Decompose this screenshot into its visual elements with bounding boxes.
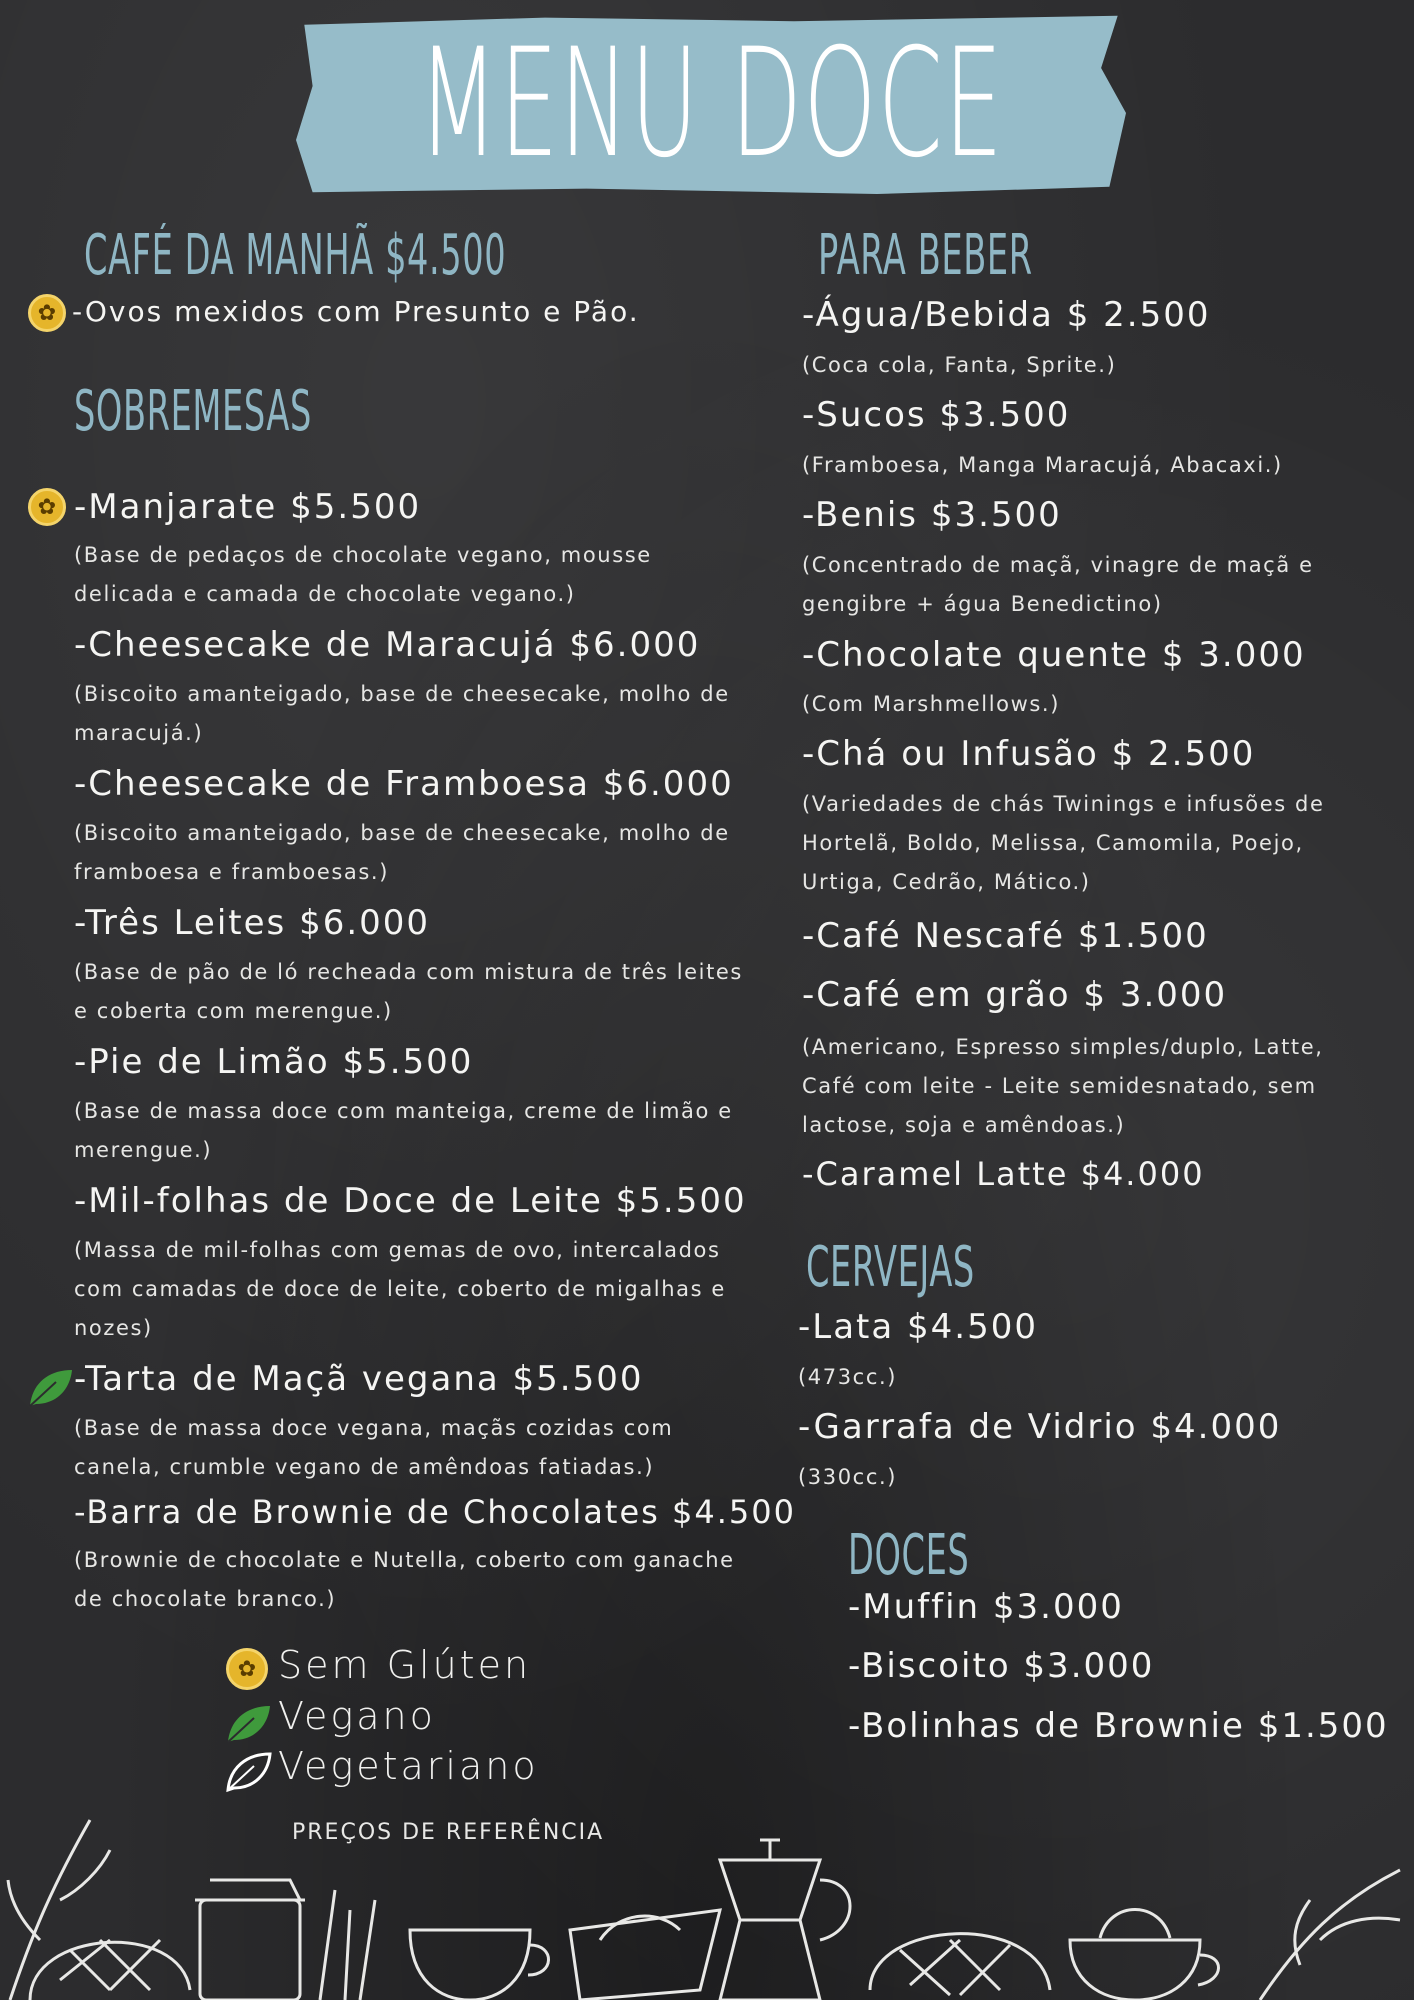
dessert-item-name: -Cheesecake de Maracujá $6.000: [74, 625, 701, 665]
dessert-item-name: -Manjarate $5.500: [74, 487, 422, 527]
drink-item-name: -Chocolate quente $ 3.000: [802, 635, 1306, 675]
bread-drawing: [30, 1940, 190, 2000]
pastry-drawing: [870, 1934, 1050, 1995]
drink-item-name: -Café Nescafé $1.500: [802, 916, 1209, 956]
sweet-item: -Bolinhas de Brownie $1.500: [848, 1706, 1389, 1746]
drink-item-desc: (Concentrado de maçã, vinagre de maçã e gengibre + água Benedictino): [802, 553, 1314, 616]
sweet-item: -Biscoito $3.000: [848, 1646, 1155, 1686]
dessert-item-desc: (Base de massa doce vegana, maçãs cozidas com canela, crumble vegano de amêndoas fatiadas.): [74, 1416, 674, 1479]
drinks-heading: PARA BEBER: [818, 223, 1033, 288]
dessert-item-desc: (Biscoito amanteigado, base de cheesecake, molho de maracujá.): [74, 682, 730, 745]
moka-pot-drawing: [720, 1840, 850, 2000]
breakfast-heading: CAFÉ DA MANHÃ $4.500: [84, 223, 507, 288]
beers-heading: CERVEJAS: [806, 1235, 975, 1300]
drink-item-desc: (Variedades de chás Twinings e infusões de Hortelã, Boldo, Melissa, Camomila, Poejo, Urtiga, Cedrão, Mático.): [802, 792, 1325, 894]
menu-title: MENU DOCE: [418, 17, 1004, 191]
gluten-free-icon: ✿: [28, 488, 66, 526]
beer-item-desc: (330cc.): [798, 1465, 898, 1489]
drink-item-name: -Sucos $3.500: [802, 395, 1071, 435]
dessert-item-name: -Três Leites $6.000: [74, 903, 431, 943]
drink-item-name: -Caramel Latte $4.000: [802, 1155, 1205, 1193]
dessert-item-desc: (Base de pão de ló recheada com mistura de três leites e coberta com merengue.): [74, 960, 743, 1023]
pie-drawing: [570, 1910, 720, 2000]
dessert-item-desc: (Brownie de chocolate e Nutella, coberto com ganache de chocolate branco.): [74, 1548, 735, 1611]
grass-drawing: [320, 1890, 375, 2000]
drink-item-desc: (Coca cola, Fanta, Sprite.): [802, 353, 1117, 377]
dessert-item-desc: (Base de massa doce com manteiga, creme de limão e merengue.): [74, 1099, 733, 1162]
sweet-item: -Muffin $3.000: [848, 1587, 1124, 1627]
vegan-leaf-icon: [224, 1702, 274, 1746]
cappuccino-drawing: [1070, 1910, 1219, 2000]
dessert-item-desc: (Massa de mil-folhas com gemas de ovo, intercalados com camadas de doce de leite, coberto de migalhas e nozes): [74, 1238, 726, 1340]
legend-vegetarian: Vegetariano: [278, 1744, 539, 1788]
drink-item-desc: (Com Marshmellows.): [802, 692, 1060, 716]
plant-drawing: [1260, 1870, 1400, 2000]
vegetarian-leaf-icon: [224, 1750, 274, 1794]
drink-item-name: -Chá ou Infusão $ 2.500: [802, 734, 1256, 774]
gluten-free-icon: ✿: [28, 294, 66, 332]
dessert-item-name: -Tarta de Maçã vegana $5.500: [74, 1359, 644, 1399]
dessert-item-name: -Cheesecake de Framboesa $6.000: [74, 764, 734, 804]
legend-gluten-free: Sem Glúten: [278, 1643, 532, 1687]
teacup-drawing: [410, 1930, 549, 2000]
legend-vegan: Vegano: [278, 1694, 436, 1738]
drink-item-desc: (Framboesa, Manga Maracujá, Abacaxi.): [802, 453, 1283, 477]
dessert-item-name: -Pie de Limão $5.500: [74, 1042, 474, 1082]
dessert-item-name: -Barra de Brownie de Chocolates $4.500: [74, 1493, 796, 1531]
drink-item-name: -Água/Bebida $ 2.500: [802, 295, 1211, 335]
coffee-cup-drawing: [195, 1880, 305, 2000]
food-illustrations: [0, 1790, 1414, 2000]
reference-prices-note: PREÇOS DE REFERÊNCIA: [292, 1820, 605, 1845]
vegan-leaf-icon: [26, 1366, 76, 1410]
beer-item-desc: (473cc.): [798, 1365, 898, 1389]
dessert-item-desc: (Base de pedaços de chocolate vegano, mousse delicada e camada de chocolate vegano.): [74, 543, 652, 606]
sweets-heading: DOCES: [848, 1523, 970, 1588]
dessert-item-name: -Mil-folhas de Doce de Leite $5.500: [74, 1181, 747, 1221]
dessert-item-desc: (Biscoito amanteigado, base de cheesecake, molho de framboesa e framboesas.): [74, 821, 730, 884]
drink-item-name: -Benis $3.500: [802, 495, 1062, 535]
beer-item-name: -Garrafa de Vidrio $4.000: [798, 1407, 1282, 1447]
drink-item-name: -Café em grão $ 3.000: [802, 975, 1228, 1015]
drink-item-desc: (Americano, Espresso simples/duplo, Latte, Café com leite - Leite semidesnatado, sem lactose, soja e amêndoas.): [802, 1035, 1324, 1137]
beer-item-name: -Lata $4.500: [798, 1307, 1038, 1347]
desserts-heading: SOBREMESAS: [74, 379, 312, 444]
gluten-free-icon: ✿: [226, 1648, 268, 1690]
breakfast-item: -Ovos mexidos com Presunto e Pão.: [72, 295, 640, 328]
